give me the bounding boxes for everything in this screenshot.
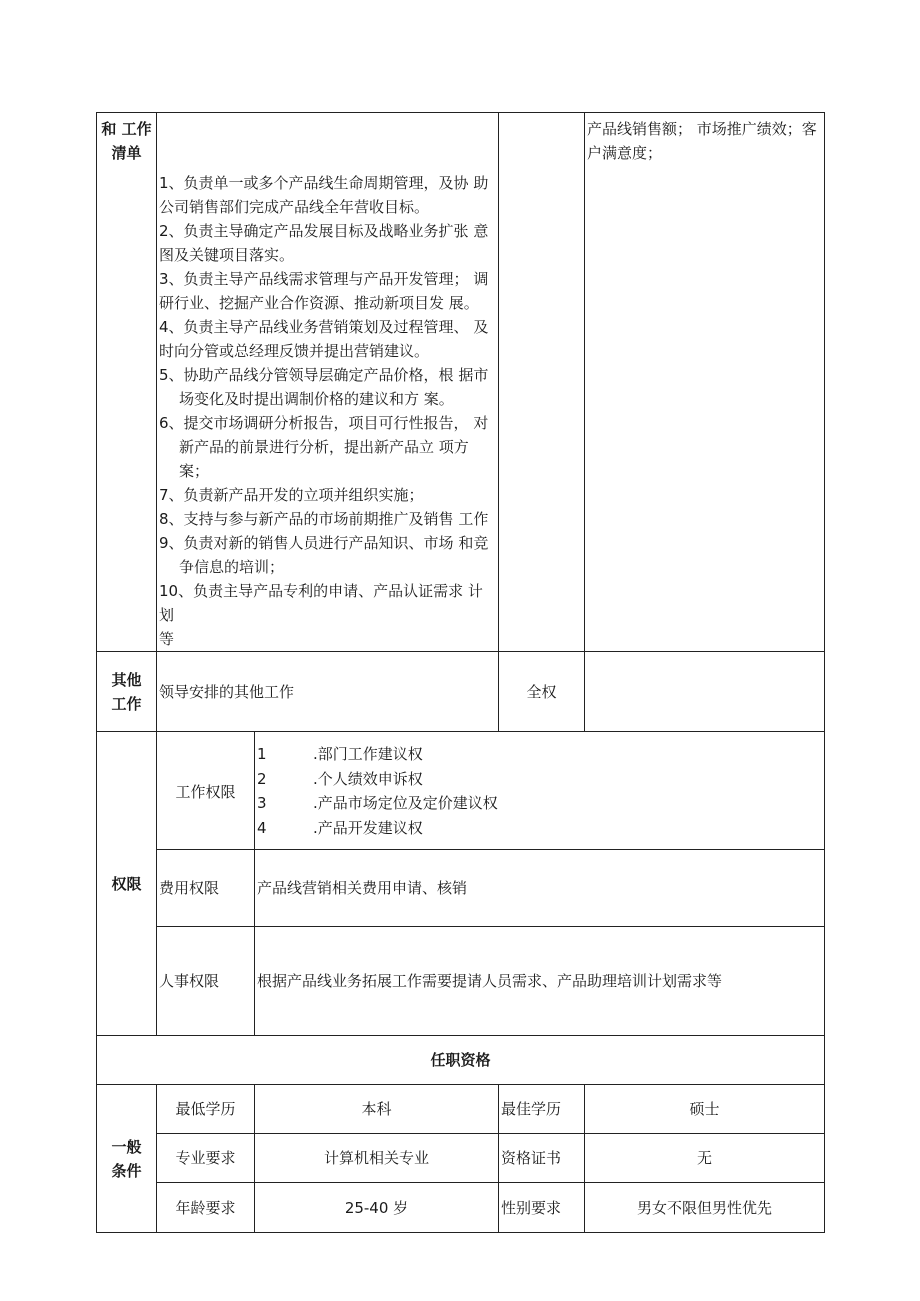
expense-authority-text: 产品线营销相关费用申请、核销 — [255, 850, 825, 927]
duty-item — [159, 267, 496, 315]
hr-authority-label: 人事权限 — [157, 927, 255, 1036]
hr-authority-text: 根据产品线业务拓展工作需要提请人员需求、产品助理培训计划需求等 — [255, 927, 825, 1036]
duty-item — [159, 219, 496, 267]
duty-item — [159, 579, 496, 651]
duty-item-continuation: 图及关键项目落实。 — [159, 246, 295, 264]
job-description-table — [96, 112, 825, 1233]
other-work-empty — [585, 652, 825, 732]
duty-item-first-line: 8、支持与参与新产品的市场前期推广及销售 工作 — [159, 510, 489, 528]
duty-item — [159, 171, 496, 219]
qualification-key: 最佳学历 — [499, 1085, 585, 1134]
work-authority-item: 4 .产品开发建议权 — [257, 818, 423, 837]
duty-item-continuation: 时向分管或总经理反馈并提出营销建议。 — [159, 342, 430, 360]
duties-list — [157, 113, 499, 652]
duties-authority-cell — [499, 113, 585, 652]
qualifications-header: 任职资格 — [97, 1036, 825, 1085]
qualification-value: 计算机相关专业 — [255, 1134, 499, 1183]
qualifications-header-row — [97, 1036, 825, 1085]
qualification-value: 本科 — [255, 1085, 499, 1134]
duty-item-continuation: 等 — [159, 630, 175, 648]
duty-item-continuation: 新产品的前景进行分析，提出新产品立 项方案； — [179, 438, 469, 480]
qualification-key: 专业要求 — [157, 1134, 255, 1183]
duty-item — [159, 315, 496, 363]
duty-item-first-line: 4、负责主导产品线业务营销策划及过程管理、 及 — [159, 318, 489, 336]
qualification-key: 最低学历 — [157, 1085, 255, 1134]
other-work-authority: 全权 — [499, 652, 585, 732]
qualification-value: 25-40 岁 — [255, 1183, 499, 1233]
qualification-row — [97, 1085, 825, 1134]
duty-item — [159, 411, 496, 483]
other-work-label: 其他 工作 — [97, 652, 157, 732]
work-authority-item: 3 .产品市场定位及定价建议权 — [257, 794, 498, 813]
duties-label: 和 工作 清单 — [97, 113, 157, 652]
duty-item-first-line: 1、负责单一或多个产品线生命周期管理，及协 助 — [159, 174, 489, 192]
expense-authority-label: 费用权限 — [157, 850, 255, 927]
qualification-value: 硕士 — [585, 1085, 825, 1134]
qualification-row — [97, 1134, 825, 1183]
duty-item-first-line: 7、负责新产品开发的立项并组织实施； — [159, 486, 424, 504]
duty-item-continuation: 公司销售部们完成产品线全年营收目标。 — [159, 198, 430, 216]
duty-item — [159, 507, 496, 531]
qualification-key: 性别要求 — [499, 1183, 585, 1233]
duty-item-continuation: 场变化及时提出调制价格的建议和方 案。 — [179, 390, 454, 408]
duty-item — [159, 531, 496, 579]
duty-item-first-line: 6、提交市场调研分析报告，项目可行性报告， 对 — [159, 414, 489, 432]
work-authority-list — [255, 732, 825, 850]
duty-item — [159, 363, 496, 411]
duties-kpi: 产品线销售额； 市场推广绩效；客户满意度； — [585, 113, 825, 652]
work-authority-item: 1 .部门工作建议权 — [257, 745, 423, 764]
other-work-desc: 领导安排的其他工作 — [157, 652, 499, 732]
qualification-key: 资格证书 — [499, 1134, 585, 1183]
duty-item-first-line: 5、协助产品线分管领导层确定产品价格，根 据市 — [159, 366, 489, 384]
duty-item — [159, 483, 496, 507]
qualifications-label: 一般 条件 — [97, 1085, 157, 1233]
duty-item-first-line: 9、负责对新的销售人员进行产品知识、市场 和竞 — [159, 534, 489, 552]
qualification-value: 男女不限但男性优先 — [585, 1183, 825, 1233]
work-authority-row — [97, 732, 825, 850]
qualification-value: 无 — [585, 1134, 825, 1183]
duties-row — [97, 113, 825, 652]
duty-item-continuation: 争信息的培训； — [179, 558, 285, 576]
duty-item-first-line: 3、负责主导产品线需求管理与产品开发管理； 调 — [159, 270, 489, 288]
work-authority-item: 2 .个人绩效申诉权 — [257, 769, 423, 788]
duty-item-first-line: 2、负责主导确定产品发展目标及战略业务扩张 意 — [159, 222, 489, 240]
hr-authority-row — [97, 927, 825, 1036]
other-work-row — [97, 652, 825, 732]
duty-item-continuation: 研行业、挖掘产业合作资源、推动新项目发 展。 — [159, 294, 479, 312]
qualification-row — [97, 1183, 825, 1233]
duty-item-first-line: 10、负责主导产品专利的申请、产品认证需求 计划 — [159, 582, 483, 624]
authority-label: 权限 — [97, 732, 157, 1036]
qualification-key: 年龄要求 — [157, 1183, 255, 1233]
expense-authority-row — [97, 850, 825, 927]
work-authority-label: 工作权限 — [157, 732, 255, 850]
